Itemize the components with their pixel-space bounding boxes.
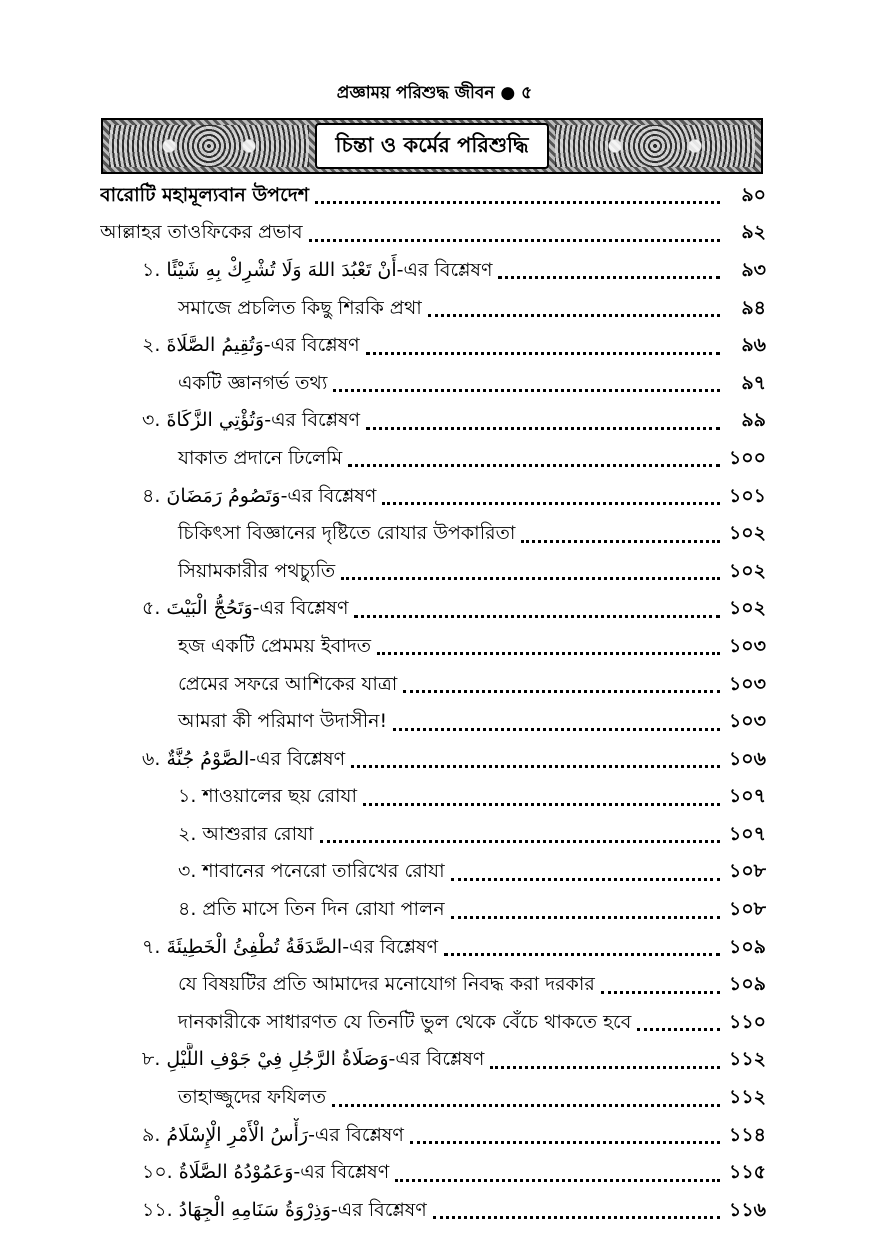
toc-entry-text: বারোটি মহামূল্যবান উপদেশ [100, 183, 309, 206]
ornament-left-icon [109, 125, 309, 167]
toc-entry-page: ১১২ [728, 1086, 766, 1109]
toc-entry-number: ৫. [142, 597, 167, 620]
toc-entry-page: ১০২ [728, 522, 766, 545]
toc-entry-text: সিয়ামকারীর পথচ্যুতি [178, 559, 336, 582]
toc-entry-label [142, 594, 348, 626]
dot-leader [320, 840, 720, 843]
toc-entry-arabic: أَنْ تَعْبُدَ اللهَ وَلَا تُشْرِكْ بِهِ شَيْئًا [166, 258, 397, 281]
toc-entry-page: ৯৭ [741, 371, 766, 394]
toc-entry-page: ৯৪ [741, 296, 766, 319]
dot-leader [332, 1104, 720, 1107]
toc-entry-number: ১০. [142, 1161, 179, 1184]
dot-leader [433, 1216, 720, 1219]
toc-entry[interactable] [100, 704, 766, 742]
dot-leader [366, 427, 720, 430]
toc-entry-label [100, 181, 309, 213]
ornament-right-icon [555, 125, 755, 167]
dot-leader [451, 878, 720, 881]
table-of-contents [100, 178, 766, 1231]
toc-entry-text: আমরা কী পরিমাণ উদাসীন! [178, 710, 388, 733]
toc-entry[interactable] [100, 855, 766, 893]
toc-entry-page: ১০২ [728, 559, 766, 582]
toc-entry[interactable] [100, 1155, 766, 1193]
toc-entry-page: ১০৯ [728, 935, 766, 958]
toc-entry[interactable] [100, 1118, 766, 1156]
toc-entry[interactable] [100, 667, 766, 705]
dot-leader [395, 1179, 720, 1182]
dot-leader [348, 464, 720, 467]
toc-entry-label [178, 1008, 631, 1040]
dot-leader [363, 803, 720, 806]
dot-leader [354, 615, 720, 618]
toc-entry-label [178, 820, 314, 852]
toc-entry-page: ১০৮ [728, 860, 766, 883]
dot-leader [382, 502, 720, 505]
toc-entry-text: -এর বিশ্লেষণ [330, 1198, 427, 1221]
toc-entry-page: ১০৩ [728, 634, 766, 657]
dot-leader [410, 1141, 720, 1144]
dot-leader [451, 916, 720, 919]
dot-leader [637, 1028, 720, 1031]
toc-entry-page: ৯৯ [741, 409, 766, 432]
toc-entry-text: একটি জ্ঞানগর্ভ তথ্য [178, 371, 328, 394]
toc-entry-page: ৯৬ [741, 334, 766, 357]
toc-entry[interactable] [100, 441, 766, 479]
toc-entry-label [178, 444, 342, 476]
toc-entry-arabic: وَصَلَاةُ الرَّجُلِ فِيْ جَوْفِ اللَّيْلِ [166, 1048, 389, 1071]
toc-entry-text: -এর বিশ্লেষণ [263, 334, 360, 357]
toc-entry-text: -এর বিশ্লেষণ [264, 409, 361, 432]
toc-entry-text: -এর বিশ্লেষণ [342, 935, 439, 958]
toc-entry[interactable] [100, 479, 766, 517]
toc-entry-text: -এর বিশ্লেষণ [252, 597, 349, 620]
dot-leader [601, 991, 720, 994]
toc-entry-label [178, 857, 445, 889]
toc-entry-arabic: وَعَمُوْدُهُ الصَّلَاةُ [178, 1161, 294, 1184]
toc-entry[interactable] [100, 328, 766, 366]
dot-leader [403, 690, 720, 693]
toc-entry-page: ১০৭ [728, 785, 766, 808]
toc-entry-text: দানকারীকে সাধারণত যে তিনটি ভুল থেকে বেঁচে থাকতে হবে [178, 1010, 632, 1033]
toc-entry-number: ৮. [142, 1048, 167, 1071]
toc-entry-text: ৪. প্রতি মাসে তিন দিন রোযা পালন [178, 898, 445, 921]
dot-leader [351, 765, 720, 768]
toc-entry-text: তাহাজ্জুদের ফযিলত [178, 1086, 326, 1109]
toc-entry[interactable] [100, 1080, 766, 1118]
toc-entry-label [178, 970, 595, 1002]
toc-entry-label [178, 632, 371, 664]
dot-leader [341, 577, 720, 580]
toc-entry-page: ১১৬ [728, 1198, 766, 1221]
toc-entry-text: -এর বিশ্লেষণ [293, 1161, 390, 1184]
toc-entry-text: প্রেমের সফরে আশিকের যাত্রা [178, 672, 398, 695]
toc-entry-label [178, 1083, 326, 1115]
toc-entry-number: ৬. [142, 747, 167, 770]
toc-entry-label [178, 670, 397, 702]
toc-entry[interactable] [100, 404, 766, 442]
toc-entry[interactable] [100, 629, 766, 667]
toc-entry-page: ১০১ [728, 484, 766, 507]
toc-entry-page: ১০০ [728, 446, 766, 469]
toc-entry-text: -এর বিশ্লেষণ [280, 484, 377, 507]
toc-entry[interactable] [100, 742, 766, 780]
toc-entry-number: ৩. [142, 409, 167, 432]
toc-entry-label [100, 218, 303, 250]
toc-entry-arabic: الصَّدَقَةُ تُطْفِئُ الْخَطِيئَةَ [166, 935, 343, 958]
toc-entry-arabic: وَذِرْوَةُ سَنَامِهِ الْجِهَادُ [178, 1198, 331, 1221]
toc-entry-arabic: وَتَحُجُّ الْبَيْتَ [166, 597, 253, 620]
dot-leader [309, 239, 720, 242]
toc-entry-label [142, 1158, 389, 1190]
dot-leader [315, 201, 720, 204]
dot-leader [521, 540, 720, 543]
toc-entry[interactable] [100, 291, 766, 329]
toc-entry-page: ১১০ [728, 1010, 766, 1033]
toc-entry-label [178, 895, 445, 927]
dot-leader [366, 352, 720, 355]
toc-entry-arabic: رَأْسُ الْأَمْرِ الْإِسْلَامُ [166, 1123, 309, 1146]
toc-entry-page: ১১৫ [729, 1161, 766, 1184]
toc-entry-arabic: وَتَصُومُ رَمَضَانَ [166, 484, 281, 507]
toc-entry-text: যাকাত প্রদানে ঢিলেমি [178, 446, 343, 469]
toc-entry-number: ১. [142, 258, 167, 281]
toc-entry-text: হজ একটি প্রেমময় ইবাদত [178, 634, 372, 657]
toc-entry-label [142, 1196, 427, 1228]
toc-entry-label [142, 256, 492, 288]
toc-entry-label [178, 782, 357, 814]
toc-entry-text: -এর বিশ্লেষণ [249, 747, 346, 770]
toc-entry-text: সমাজে প্রচলিত কিছু শিরকি প্রথা [178, 296, 422, 319]
toc-entry-label [142, 1045, 484, 1077]
toc-entry-page: ১০৩ [728, 672, 766, 695]
toc-entry[interactable] [100, 817, 766, 855]
toc-entry[interactable] [100, 1193, 766, 1231]
toc-entry-label [178, 707, 387, 739]
toc-entry-label [178, 557, 335, 589]
dot-leader [444, 953, 720, 956]
running-header: প্রজ্ঞাময় পরিশুদ্ধ জীবন ● ৫ [336, 83, 533, 103]
toc-entry-label [178, 294, 422, 326]
toc-entry-number: ৪. [142, 484, 167, 507]
toc-entry-label [178, 369, 327, 401]
toc-entry-number: ৯. [142, 1123, 167, 1146]
toc-entry-page: ৯৩ [741, 258, 766, 281]
toc-entry[interactable] [100, 516, 766, 554]
chapter-banner [101, 118, 763, 174]
toc-entry[interactable] [100, 892, 766, 930]
toc-entry[interactable] [100, 930, 766, 968]
toc-entry-page: ১০৬ [728, 747, 766, 770]
toc-entry-page: ১১৪ [729, 1123, 766, 1146]
toc-entry-arabic: وَتُقِيمُ الصَّلَاةَ [166, 334, 264, 357]
toc-entry[interactable] [100, 178, 766, 216]
toc-entry-label [142, 482, 376, 514]
toc-entry-number: ১১. [142, 1198, 179, 1221]
toc-entry-text: ১. শাওয়ালের ছয় রোযা [178, 785, 357, 808]
toc-entry[interactable] [100, 216, 766, 254]
toc-entry-text: আল্লাহর তাওফিকের প্রভাব [100, 221, 303, 244]
dot-leader [490, 1066, 720, 1069]
toc-entry[interactable] [100, 780, 766, 818]
toc-entry[interactable] [100, 592, 766, 630]
toc-entry-text: -এর বিশ্লেষণ [308, 1123, 404, 1146]
toc-entry-page: ১০৮ [728, 898, 766, 921]
toc-entry-page: ১০৩ [728, 710, 766, 733]
toc-entry-number: ৭. [142, 935, 167, 958]
toc-entry-label [178, 519, 515, 551]
dot-leader [377, 652, 720, 655]
toc-entry-text: -এর বিশ্লেষণ [388, 1048, 485, 1071]
toc-entry-text: চিকিৎসা বিজ্ঞানের দৃষ্টিতে রোযার উপকারিতা [178, 522, 516, 545]
toc-entry-page: ১০৭ [728, 822, 766, 845]
toc-entry-page: ৯০ [741, 183, 766, 206]
toc-entry[interactable] [100, 554, 766, 592]
toc-entry[interactable] [100, 253, 766, 291]
toc-entry-page: ১০৯ [728, 973, 766, 996]
toc-entry-page: ১০২ [728, 597, 766, 620]
toc-entry[interactable] [100, 1043, 766, 1081]
toc-entry-label [142, 745, 345, 777]
dot-leader [333, 389, 720, 392]
toc-entry[interactable] [100, 967, 766, 1005]
dot-leader [498, 276, 720, 279]
toc-entry-label [142, 1121, 404, 1153]
toc-entry[interactable] [100, 1005, 766, 1043]
chapter-title: চিন্তা ও কর্মের পরিশুদ্ধি [315, 123, 549, 169]
toc-entry-text: ২. আশুরার রোযা [178, 822, 314, 845]
toc-entry-text: যে বিষয়টির প্রতি আমাদের মনোযোগ নিবদ্ধ করা দরকার [178, 973, 595, 996]
toc-entry-text: ৩. শাবানের পনেরো তারিখের রোযা [178, 860, 445, 883]
toc-entry-text: -এর বিশ্লেষণ [396, 258, 493, 281]
toc-entry[interactable] [100, 366, 766, 404]
toc-entry-arabic: الصَّوْمُ جُنَّةٌ [166, 747, 250, 770]
dot-leader [393, 728, 720, 731]
toc-entry-label [142, 406, 360, 438]
toc-entry-label [142, 933, 438, 965]
toc-entry-page: ৯২ [741, 221, 766, 244]
toc-entry-page: ১১২ [728, 1048, 766, 1071]
dot-leader [428, 314, 720, 317]
toc-entry-number: ২. [142, 334, 167, 357]
toc-entry-label [142, 331, 360, 363]
toc-entry-arabic: وَتُؤْتِي الزَّكَاةَ [166, 409, 265, 432]
